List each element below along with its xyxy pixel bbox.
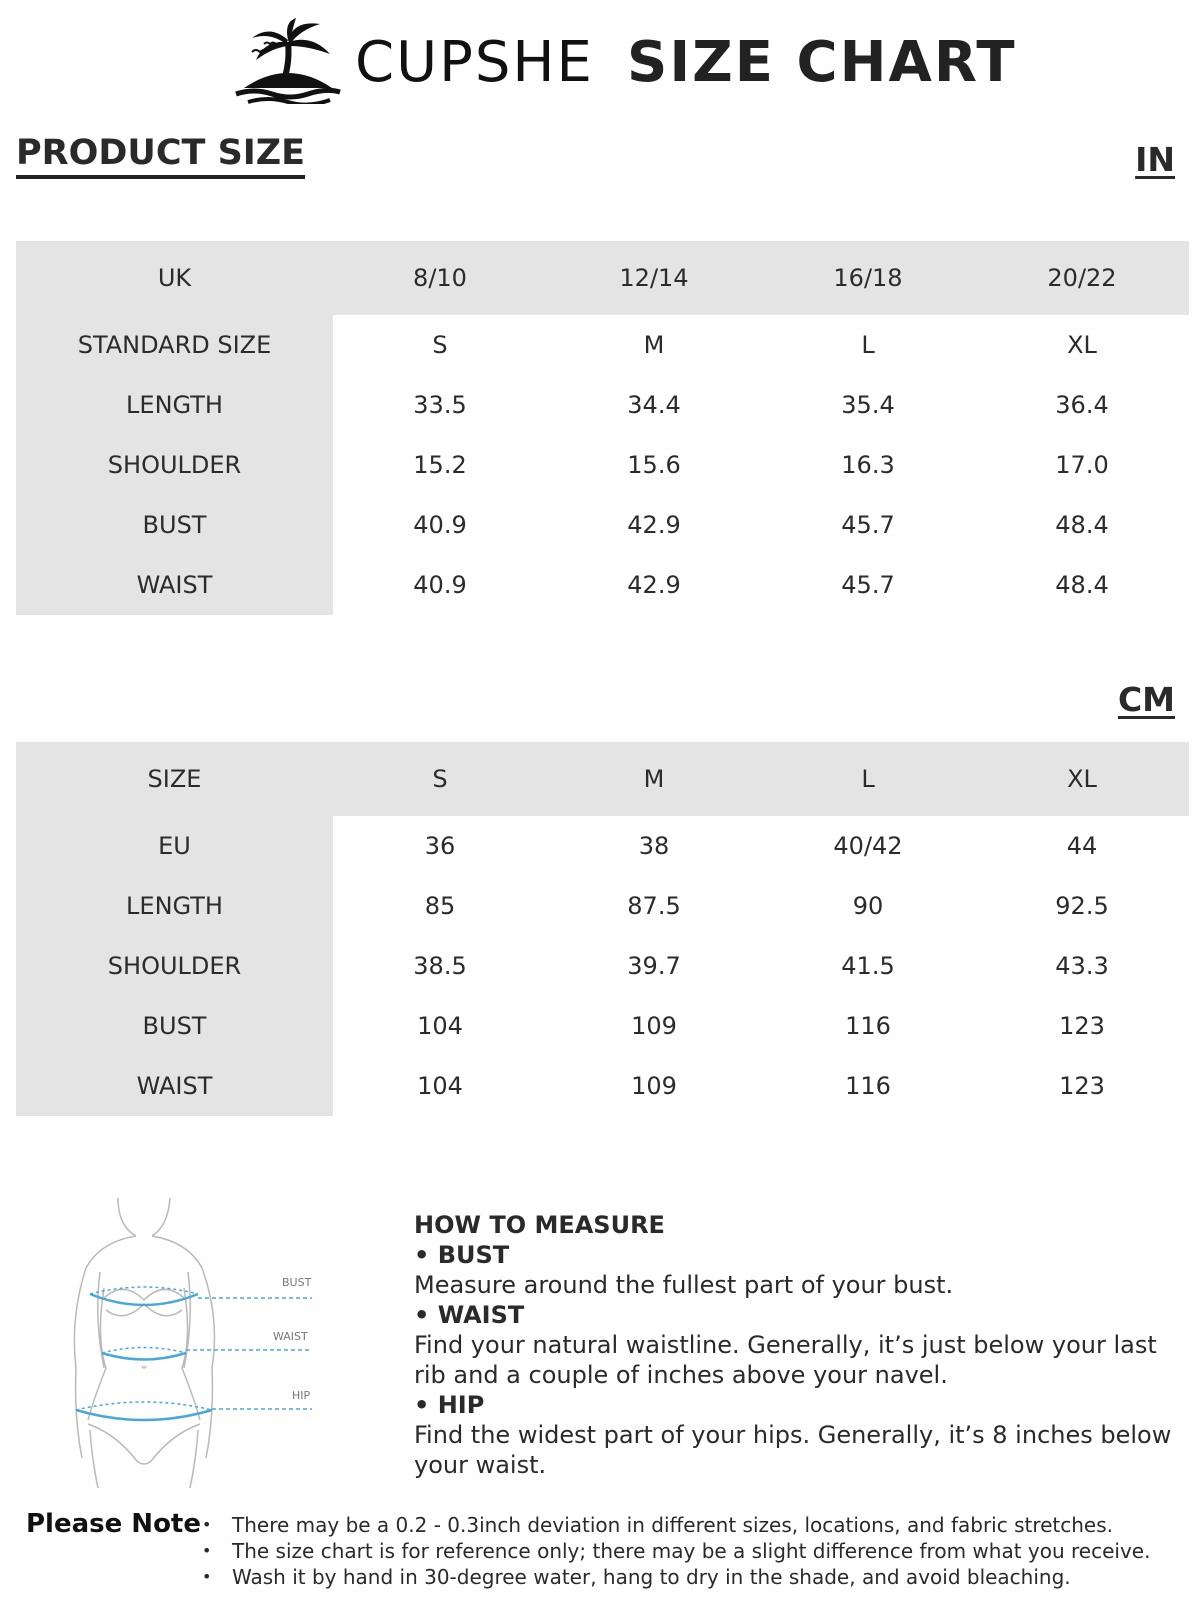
brand-name: CUPSHE bbox=[355, 30, 594, 95]
table-cell: 34.4 bbox=[627, 391, 681, 419]
waist-label: WAIST bbox=[273, 1330, 308, 1343]
table-cell: 42.9 bbox=[627, 511, 681, 539]
note-label: Please Note bbox=[26, 1509, 201, 1539]
table-cell: 85 bbox=[424, 892, 456, 920]
header-cell: XL bbox=[975, 742, 1189, 816]
header-cell: 8/10 bbox=[333, 241, 547, 315]
row-label: WAIST bbox=[16, 1056, 333, 1116]
table-cell: 36 bbox=[424, 832, 456, 860]
table-row bbox=[16, 996, 1189, 1056]
page-title: SIZE CHART bbox=[627, 30, 1017, 95]
bust-label: BUST bbox=[282, 1276, 312, 1289]
table-cell: 15.2 bbox=[413, 451, 467, 479]
header-cell: 12/14 bbox=[547, 241, 761, 315]
measurement-lines bbox=[76, 1287, 212, 1420]
table-row bbox=[16, 936, 1189, 996]
row-label: STANDARD SIZE bbox=[16, 315, 333, 375]
table-cell: L bbox=[861, 331, 875, 359]
table-cell: 44 bbox=[1066, 832, 1098, 860]
waist-heading: • WAIST bbox=[414, 1301, 525, 1329]
table-cell: 104 bbox=[417, 1072, 463, 1100]
row-label: EU bbox=[16, 816, 333, 876]
bust-heading: • BUST bbox=[414, 1241, 510, 1269]
unit-label-cm: CM bbox=[1117, 680, 1175, 719]
table-row bbox=[16, 816, 1189, 876]
table-cell: 45.7 bbox=[841, 511, 895, 539]
body-measurement-figure bbox=[60, 1198, 330, 1488]
table-cell: 38 bbox=[638, 832, 670, 860]
table-cell: M bbox=[643, 331, 665, 359]
table-cell: 116 bbox=[845, 1012, 891, 1040]
table-cell: 87.5 bbox=[627, 892, 681, 920]
palm-tree-logo-icon bbox=[234, 18, 342, 104]
list-item: • The size chart is for reference only; there may be a slight difference from what you receive. bbox=[202, 1538, 1150, 1564]
table-row bbox=[16, 375, 1189, 435]
table-cell: 33.5 bbox=[413, 391, 467, 419]
table-header-row bbox=[16, 241, 1189, 315]
row-label: SHOULDER bbox=[16, 936, 333, 996]
row-label: BUST bbox=[16, 996, 333, 1056]
header-cell: UK bbox=[16, 241, 333, 315]
table-cell: 109 bbox=[631, 1012, 677, 1040]
hip-label: HIP bbox=[292, 1389, 311, 1402]
header-cell: 16/18 bbox=[761, 241, 975, 315]
table-row bbox=[16, 435, 1189, 495]
table-cell: 40.9 bbox=[413, 571, 467, 599]
table-cell: 123 bbox=[1059, 1012, 1105, 1040]
how-to-measure-title: HOW TO MEASURE bbox=[414, 1211, 665, 1239]
table-cell: 43.3 bbox=[1055, 952, 1109, 980]
table-cell: 48.4 bbox=[1055, 571, 1109, 599]
table-cell: 41.5 bbox=[841, 952, 895, 980]
header bbox=[0, 14, 1199, 104]
table-cell: 40.9 bbox=[413, 511, 467, 539]
table-cell: 40/42 bbox=[833, 832, 903, 860]
header-cell: M bbox=[547, 742, 761, 816]
table-row bbox=[16, 315, 1189, 375]
table-cell: 116 bbox=[845, 1072, 891, 1100]
header-cell: 20/22 bbox=[975, 241, 1189, 315]
bust-text: Measure around the fullest part of your bust. bbox=[414, 1271, 954, 1299]
table-cell: S bbox=[432, 331, 448, 359]
table-cell: 45.7 bbox=[841, 571, 895, 599]
table-cell: 104 bbox=[417, 1012, 463, 1040]
table-cell: 17.0 bbox=[1055, 451, 1109, 479]
table-cell: 92.5 bbox=[1055, 892, 1109, 920]
list-item: • There may be a 0.2 - 0.3inch deviation in different sizes, locations, and fabric stretches. bbox=[202, 1512, 1150, 1538]
table-row bbox=[16, 495, 1189, 555]
header-cell: L bbox=[761, 742, 975, 816]
table-cell: 36.4 bbox=[1055, 391, 1109, 419]
table-cell: 48.4 bbox=[1055, 511, 1109, 539]
table-cell: 38.5 bbox=[413, 952, 467, 980]
row-label: BUST bbox=[16, 495, 333, 555]
header-cell: SIZE bbox=[16, 742, 333, 816]
table-cell: 35.4 bbox=[841, 391, 895, 419]
row-label: LENGTH bbox=[16, 876, 333, 936]
list-item: • Wash it by hand in 30-degree water, hang to dry in the shade, and avoid bleaching. bbox=[202, 1564, 1150, 1590]
table-header-row bbox=[16, 742, 1189, 816]
hip-heading: • HIP bbox=[414, 1391, 485, 1419]
table-row bbox=[16, 555, 1189, 615]
table-cell: 15.6 bbox=[627, 451, 681, 479]
size-table-centimeters bbox=[16, 742, 1189, 1116]
table-row bbox=[16, 1056, 1189, 1116]
row-label: SHOULDER bbox=[16, 435, 333, 495]
size-table-inches bbox=[16, 241, 1189, 615]
table-cell: 90 bbox=[852, 892, 884, 920]
header-cell: S bbox=[333, 742, 547, 816]
table-cell: 39.7 bbox=[627, 952, 681, 980]
hip-text: Find the widest part of your hips. Generally, it’s 8 inches below your waist. bbox=[414, 1421, 1172, 1479]
note-list bbox=[202, 1512, 1150, 1590]
waist-text: Find your natural waistline. Generally, it’s just below your last rib and a couple of inches above your navel. bbox=[414, 1331, 1157, 1389]
row-label: WAIST bbox=[16, 555, 333, 615]
section-title: PRODUCT SIZE bbox=[16, 133, 305, 179]
row-label: LENGTH bbox=[16, 375, 333, 435]
table-cell: 42.9 bbox=[627, 571, 681, 599]
table-cell: XL bbox=[1067, 331, 1097, 359]
table-cell: 123 bbox=[1059, 1072, 1105, 1100]
how-to-measure bbox=[414, 1210, 1174, 1480]
table-cell: 109 bbox=[631, 1072, 677, 1100]
table-row bbox=[16, 876, 1189, 936]
unit-label-in: IN bbox=[1135, 140, 1175, 179]
table-cell: 16.3 bbox=[841, 451, 895, 479]
